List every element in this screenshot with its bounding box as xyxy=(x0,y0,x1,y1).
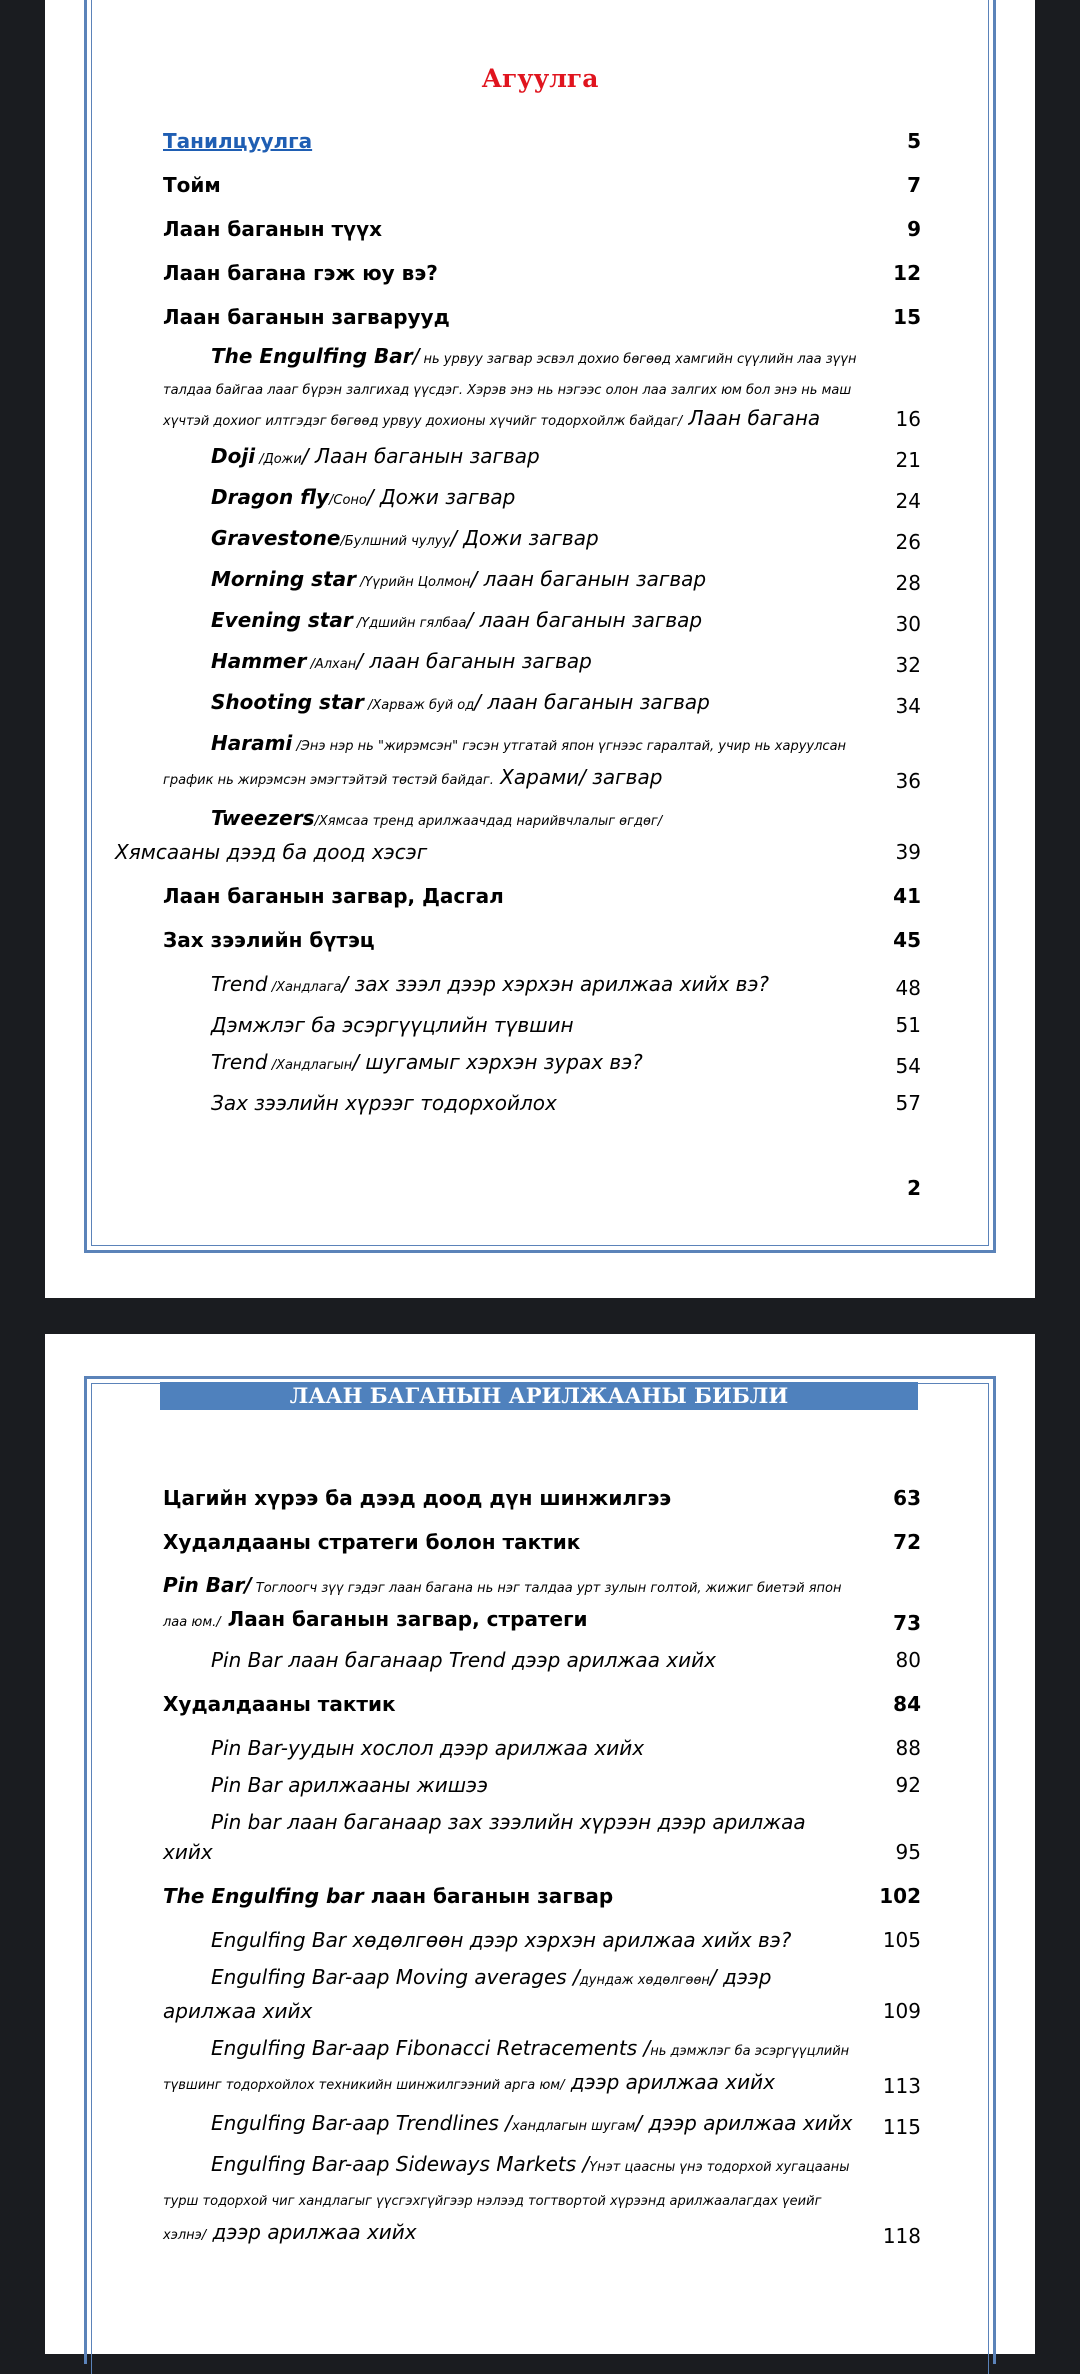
toc-entry: Gravestone/Булшний чулуу/ Дожи загвар 26 xyxy=(211,526,921,554)
toc-list xyxy=(115,119,921,1125)
toc-entry: The Engulfing bar лаан баганын загвар 102 xyxy=(163,1884,921,1908)
document-page-2 xyxy=(45,1334,1035,2354)
toc-entry: Pin bar лаан баганаар зах зээлийн хүрээн дээр арилжаа хийх 95 xyxy=(163,1810,921,1864)
page-number: 2 xyxy=(907,1176,921,1200)
toc-entry: Trend /Хандлагын/ шугамыг хэрхэн зурах вэ? 54 xyxy=(211,1050,921,1078)
toc-entry: Engulfing Bar-аар Moving averages /дундаж хөдөлгөөн/ дээр арилжаа хийх 109 xyxy=(163,1965,921,2023)
toc-entry: Trend /Хандлага/ зах зээл дээр хэрхэн арилжаа хийх вэ? 48 xyxy=(211,972,921,1000)
toc-entry: Morning star /Үүрийн Цолмон/ лаан баганын загвар 28 xyxy=(211,567,921,595)
toc-entry: Dragon fly/Соно/ Дожи загвар 24 xyxy=(211,485,921,513)
toc-entry: Pin Bar-уудын хослол дээр арилжаа хийх 88 xyxy=(211,1736,921,1760)
toc-entry: Худалдааны тактик 84 xyxy=(163,1692,921,1716)
toc-entry: Hammer /Алхан/ лаан баганын загвар 32 xyxy=(211,649,921,677)
toc-entry: Engulfing Bar-аар Trendlines /хандлагын шугам/ дээр арилжаа хийх 115 xyxy=(211,2111,921,2139)
toc-entry: Лаан баганын загварууд 15 xyxy=(163,305,921,329)
toc-entry: Harami /Энэ нэр нь "жирэмсэн" гэсэн утгатай япон үгнээс гаралтай, учир нь харуулсан график нь жирэмсэн эмэгтэйтэй төстэй байдаг. Харами/ загвар 36 xyxy=(163,731,921,793)
toc-entry: Pin Bar/ Тоглоогч зүү гэдэг лаан багана нь нэг талдаа урт зулын голтой, жижиг биетэй япон лаа юм./ Лаан баганын загвар, стратеги 73 xyxy=(163,1573,921,1635)
toc-entry: Худалдааны стратеги болон тактик 72 xyxy=(163,1530,921,1554)
toc-entry: Evening star /Үдшийн гялбаа/ лаан баганын загвар 30 xyxy=(211,608,921,636)
toc-title: Агуулга xyxy=(481,64,599,93)
toc-entry: Tweezers/Хямсаа тренд арилжаачдад нарийвчлалыг өгдөг/ Хямсааны дээд ба доод хэсэг 39 xyxy=(115,806,921,864)
header-banner: ЛААН БАГАНЫН АРИЛЖААНЫ БИБЛИ xyxy=(160,1382,918,1410)
toc-entry: Doji /Дожи/ Лаан баганын загвар 21 xyxy=(211,444,921,472)
toc-list xyxy=(163,1476,921,2258)
toc-entry: Цагийн хүрээ ба дээд доод дүн шинжилгээ 63 xyxy=(163,1486,921,1510)
toc-entry-link[interactable]: Танилцуулга xyxy=(163,129,313,153)
document-page-1 xyxy=(45,0,1035,1298)
toc-entry: Engulfing Bar-аар Fibonacci Retracements /нь дэмжлэг ба эсэргүүцлийн түвшинг тодорхойлох техникийн шинжилгээний арга юм/ дээр арилжаа хийх 113 xyxy=(163,2036,921,2098)
toc-entry: Shooting star /Харваж буй од/ лаан баганын загвар 34 xyxy=(211,690,921,718)
toc-entry: Pin Bar лаан баганаар Trend дээр арилжаа хийх 80 xyxy=(211,1648,921,1672)
toc-entry: Дэмжлэг ба эсэргүүцлийн түвшин 51 xyxy=(211,1013,921,1037)
toc-entry: Зах зээлийн хүрээг тодорхойлох 57 xyxy=(211,1091,921,1115)
toc-entry: Engulfing Bar-аар Sideways Markets /Үнэт цаасны үнэ тодорхой хугацааны турш тодорхой чиг хандлагыг үүсгэхгүйгээр нэлээд тогтвортой хүрээнд арилжаалагдах үеийг хэлнэ/ дээр арилжаа хийх 118 xyxy=(163,2152,921,2248)
toc-entry: Тойм 7 xyxy=(163,173,921,197)
toc-entry: Зах зээлийн бүтэц 45 xyxy=(163,928,921,952)
toc-entry: Лаан багана гэж юу вэ? 12 xyxy=(163,261,921,285)
toc-entry[interactable]: Танилцуулга 5 xyxy=(163,119,921,163)
toc-entry: Pin Bar арилжааны жишээ 92 xyxy=(211,1773,921,1797)
toc-entry: The Engulfing Bar/ нь урвуу загвар эсвэл дохио бөгөөд хамгийн сүүлийн лаа зүүн талдаа байгаа лааг бүрэн залгихад үүсдэг. Хэрэв энэ нь нэгээс олон лаа залгих юм бол энэ нь маш хүчтэй дохиог илтгэдэг бөгөөд урвуу дохионы хүчийг тодорхойлж байдаг/ Лаан багана 16 xyxy=(163,344,921,431)
toc-entry: Лаан баганын загвар, Дасгал 41 xyxy=(163,884,921,908)
toc-entry: Engulfing Bar хөдөлгөөн дээр хэрхэн арилжаа хийх вэ? 105 xyxy=(211,1928,921,1952)
toc-entry: Лаан баганын түүх 9 xyxy=(163,217,921,241)
